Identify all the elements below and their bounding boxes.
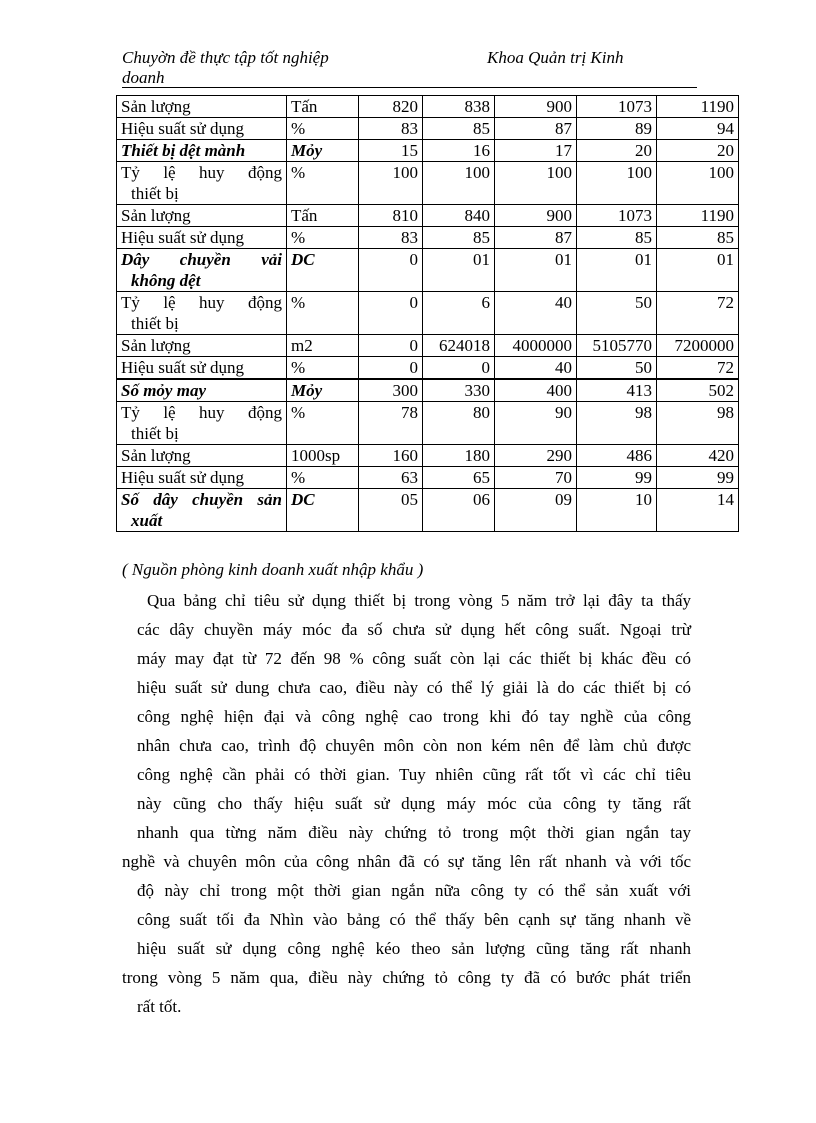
paragraph-line: công suất tối đa Nhìn vào bảng có thể thấy bên cạnh sự tăng nhanh về (137, 910, 691, 929)
table-row (117, 292, 739, 335)
table-row (117, 379, 739, 402)
cell-value: 98 (577, 402, 657, 445)
paragraph-line: độ này chỉ trong một thời gian ngắn nữa công ty có thể sản xuất với (137, 881, 691, 900)
row-label-line: xuất (131, 511, 163, 530)
table-row (117, 118, 739, 140)
row-unit: % (287, 227, 359, 249)
cell-value: 72 (657, 357, 739, 380)
paragraph-line: Qua bảng chỉ tiêu sử dụng thiết bị trong vòng 5 năm trở lại đây ta thấy (147, 591, 691, 610)
cell-value: 290 (495, 445, 577, 467)
cell-value: 80 (423, 402, 495, 445)
cell-value: 05 (359, 489, 423, 532)
cell-value: 100 (359, 162, 423, 205)
cell-value: 420 (657, 445, 739, 467)
row-label-line: Hiệu suất sử dụng (121, 358, 245, 377)
table-row (117, 249, 739, 292)
cell-value: 1190 (657, 205, 739, 227)
row-unit: m2 (287, 335, 359, 357)
cell-value: 87 (495, 118, 577, 140)
row-label (117, 402, 287, 445)
cell-value: 7200000 (657, 335, 739, 357)
row-label-line: Dây chuyền vải (121, 250, 282, 269)
row-label-line: Hiệu suất sử dụng (121, 228, 245, 247)
paragraph-line: các dây chuyền máy móc đa số chưa sử dụng hết công suất. Ngoại trừ (137, 620, 691, 639)
cell-value: 180 (423, 445, 495, 467)
cell-value: 90 (495, 402, 577, 445)
cell-value: 50 (577, 292, 657, 335)
cell-value: 01 (423, 249, 495, 292)
row-label (117, 335, 287, 357)
paragraph-line: nghề và chuyên môn của công nhân đã có sự tăng lên rất nhanh và với tốc (122, 852, 691, 871)
row-label-line: Sản lượng (121, 336, 191, 355)
cell-value: 0 (423, 357, 495, 380)
cell-value: 01 (657, 249, 739, 292)
row-label-line: Tỷ lệ huy động (121, 293, 282, 312)
row-label-line: Sản lượng (121, 206, 191, 225)
cell-value: 17 (495, 140, 577, 162)
cell-value: 900 (495, 96, 577, 118)
cell-value: 78 (359, 402, 423, 445)
cell-value: 72 (657, 292, 739, 335)
row-label-line: Thiết bị dệt mành (121, 141, 246, 160)
cell-value: 840 (423, 205, 495, 227)
table-row (117, 205, 739, 227)
cell-value: 0 (359, 335, 423, 357)
row-label (117, 357, 287, 380)
cell-value: 0 (359, 292, 423, 335)
row-label (117, 489, 287, 532)
row-unit: Tấn (287, 96, 359, 118)
cell-value: 63 (359, 467, 423, 489)
cell-value: 100 (577, 162, 657, 205)
cell-value: 413 (577, 379, 657, 402)
row-label-line: Sản lượng (121, 97, 191, 116)
cell-value: 486 (577, 445, 657, 467)
header-left: Chuyờn đề thực tập tốt nghiệp (122, 48, 329, 67)
row-label-line: không dệt (131, 271, 201, 290)
equipment-usage-table (116, 95, 739, 532)
cell-value: 83 (359, 118, 423, 140)
row-label-line: Tỷ lệ huy động (121, 403, 282, 422)
row-label (117, 118, 287, 140)
cell-value: 85 (577, 227, 657, 249)
cell-value: 1073 (577, 96, 657, 118)
row-unit: % (287, 292, 359, 335)
row-label (117, 445, 287, 467)
row-label (117, 379, 287, 402)
cell-value: 83 (359, 227, 423, 249)
cell-value: 14 (657, 489, 739, 532)
paragraph-line: nhân chưa cao, trình độ chuyên môn còn non kém nên để làm chủ được (137, 736, 691, 755)
cell-value: 6 (423, 292, 495, 335)
cell-value: 50 (577, 357, 657, 380)
paragraph-line: công nghệ hiện đại và công nghệ cao trong khi đó tay nghề của công (137, 707, 691, 726)
cell-value: 06 (423, 489, 495, 532)
row-label (117, 227, 287, 249)
cell-value: 0 (359, 249, 423, 292)
table-row (117, 335, 739, 357)
paragraph-line: hiệu suất sử dụng công nghệ kéo theo sản lượng cũng tăng rất nhanh (137, 939, 691, 958)
row-label (117, 140, 287, 162)
row-unit: % (287, 467, 359, 489)
cell-value: 20 (577, 140, 657, 162)
table-row (117, 357, 739, 380)
cell-value: 100 (495, 162, 577, 205)
cell-value: 85 (423, 118, 495, 140)
row-unit: Mỏy (287, 379, 359, 402)
row-unit: % (287, 357, 359, 380)
cell-value: 87 (495, 227, 577, 249)
cell-value: 502 (657, 379, 739, 402)
cell-value: 300 (359, 379, 423, 402)
row-label-line: thiết bị (131, 424, 179, 443)
table-row (117, 227, 739, 249)
row-unit: DC (287, 249, 359, 292)
cell-value: 16 (423, 140, 495, 162)
paragraph-line: rất tốt. (137, 997, 182, 1016)
cell-value: 400 (495, 379, 577, 402)
source-note: ( Nguồn phòng kinh doanh xuất nhập khẩu ) (122, 560, 424, 579)
cell-value: 09 (495, 489, 577, 532)
cell-value: 900 (495, 205, 577, 227)
paragraph-line: hiệu suất sử dung chưa cao, điều này có thể lý giải là do các thiết bị có (137, 678, 691, 697)
row-label-line: Sản lượng (121, 446, 191, 465)
header-continuation: doanh (122, 68, 165, 87)
table-row (117, 489, 739, 532)
cell-value: 10 (577, 489, 657, 532)
cell-value: 20 (657, 140, 739, 162)
cell-value: 94 (657, 118, 739, 140)
cell-value: 85 (657, 227, 739, 249)
row-label (117, 249, 287, 292)
cell-value: 4000000 (495, 335, 577, 357)
cell-value: 1073 (577, 205, 657, 227)
row-label-line: Số mỏy may (121, 381, 206, 400)
table-row (117, 162, 739, 205)
table-row (117, 96, 739, 118)
row-label (117, 292, 287, 335)
row-label (117, 96, 287, 118)
cell-value: 85 (423, 227, 495, 249)
cell-value: 01 (577, 249, 657, 292)
cell-value: 5105770 (577, 335, 657, 357)
cell-value: 330 (423, 379, 495, 402)
row-label-line: thiết bị (131, 314, 179, 333)
cell-value: 40 (495, 292, 577, 335)
paragraph-line: nhanh qua từng năm điều này chứng tỏ trong một thời gian ngắn tay (137, 823, 691, 842)
row-unit: % (287, 118, 359, 140)
cell-value: 65 (423, 467, 495, 489)
row-unit: 1000sp (287, 445, 359, 467)
cell-value: 100 (423, 162, 495, 205)
cell-value: 0 (359, 357, 423, 380)
row-unit: DC (287, 489, 359, 532)
cell-value: 838 (423, 96, 495, 118)
cell-value: 01 (495, 249, 577, 292)
table-row (117, 467, 739, 489)
table-row (117, 402, 739, 445)
row-unit: % (287, 402, 359, 445)
row-label-line: Hiệu suất sử dụng (121, 468, 245, 487)
row-label-line: Tỷ lệ huy động (121, 163, 282, 182)
cell-value: 98 (657, 402, 739, 445)
row-label (117, 162, 287, 205)
row-label-line: thiết bị (131, 184, 179, 203)
cell-value: 99 (657, 467, 739, 489)
row-unit: % (287, 162, 359, 205)
cell-value: 624018 (423, 335, 495, 357)
cell-value: 70 (495, 467, 577, 489)
row-unit: Tấn (287, 205, 359, 227)
table-row (117, 445, 739, 467)
row-label-line: Số dây chuyền sản (121, 490, 282, 509)
paragraph-line: công nghệ cần phải có thời gian. Tuy nhiên cũng rất tốt vì các chỉ tiêu (137, 765, 691, 784)
cell-value: 40 (495, 357, 577, 380)
cell-value: 100 (657, 162, 739, 205)
paragraph-line: này cũng cho thấy hiệu suất sử dụng máy móc của công ty tăng rất (137, 794, 691, 813)
row-label (117, 205, 287, 227)
cell-value: 89 (577, 118, 657, 140)
cell-value: 820 (359, 96, 423, 118)
page-header (122, 48, 697, 88)
header-right: Khoa Quản trị Kinh (487, 48, 624, 67)
cell-value: 1190 (657, 96, 739, 118)
cell-value: 160 (359, 445, 423, 467)
cell-value: 810 (359, 205, 423, 227)
cell-value: 15 (359, 140, 423, 162)
cell-value: 99 (577, 467, 657, 489)
paragraph-line: máy may đạt từ 72 đến 98 % công suất còn lại các thiết bị khác đều có (137, 649, 691, 668)
row-unit: Mỏy (287, 140, 359, 162)
table-row (117, 140, 739, 162)
row-label (117, 467, 287, 489)
row-label-line: Hiệu suất sử dụng (121, 119, 245, 138)
paragraph-line: trong vòng 5 năm qua, điều này chứng tỏ công ty đã có bước phát triển (122, 968, 691, 987)
